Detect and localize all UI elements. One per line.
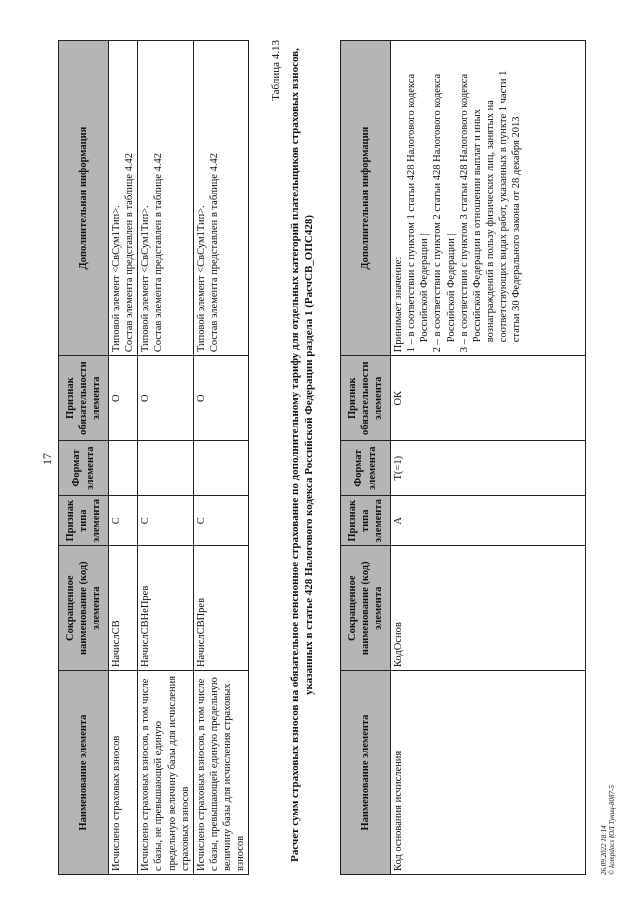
- cell-type: С: [193, 496, 249, 546]
- header-type: Признак типа элемента: [59, 496, 109, 546]
- list-item: 2 – в соответствии с пунктом 2 статьи 428 Налогового кодекса Российской Федерации |: [432, 73, 457, 353]
- table-row: [109, 41, 138, 875]
- cell-type: С: [138, 496, 194, 546]
- header-name: Наименование элемента: [341, 671, 391, 875]
- cell-type: С: [109, 496, 138, 546]
- cell-info: Типовой элемент <СвСум1Тип>. Состав элемента представлен в таблице 4.42: [138, 41, 194, 356]
- cell-required: ОК: [391, 356, 586, 441]
- header-info: Дополнительная информация: [59, 41, 109, 356]
- cell-format: T(=1): [391, 441, 586, 496]
- table-row: [138, 41, 194, 875]
- header-name: Наименование элемента: [59, 671, 109, 875]
- header-required: Признак обязательности элемента: [341, 356, 391, 441]
- cell-info: Типовой элемент <СвСум1Тип>. Состав элемента представлен в таблице 4.42: [193, 41, 249, 356]
- table-header-row: [59, 41, 109, 875]
- table-elements-2: [340, 40, 586, 875]
- footer-source: © kompdocs ЮЛ Туниц-8087-5: [608, 785, 617, 875]
- cell-short: НачислСВ: [109, 546, 138, 671]
- cell-required: О: [138, 356, 194, 441]
- cell-format: [193, 441, 249, 496]
- value-list: [405, 44, 523, 352]
- info-head: Принимает значение:: [393, 256, 404, 353]
- cell-name: Исчислено страховых взносов, в том числе с базы, не превышающей единую предельную величину базы для исчисления страховых взносов: [138, 671, 194, 875]
- cell-short: НачислСВНеПрев: [138, 546, 194, 671]
- table-label: Таблица 4.13: [270, 40, 282, 101]
- cell-short: НачислСВПрев: [193, 546, 249, 671]
- cell-info: [391, 41, 586, 356]
- table-row: [391, 41, 586, 875]
- table-row: [193, 41, 249, 875]
- table-title: Расчет сумм страховых взносов на обязательное пенсионное страхование по дополнительному тарифу для отдельных категорий плательщиков страховых взносов, указанных в статье 428 Налогового кодекса Российской Федерации раздела 1 (РасчСВ_ОПС428): [289, 48, 316, 862]
- header-format: Формат элемента: [59, 441, 109, 496]
- cell-name: Исчислено страховых взносов, в том числе с базы, превышающей единую предельную величину базы для исчисления страховых взносов: [193, 671, 249, 875]
- header-info: Дополнительная информация: [341, 41, 391, 356]
- cell-name: Код основания исчисления: [391, 671, 586, 875]
- cell-required: О: [193, 356, 249, 441]
- list-item: 3 – в соответствии с пунктом 3 статьи 428 Налогового кодекса Российской Федерации в отношении выплат и иных вознаграждений в пользу физических лиц, занятых на соответствующих видах работ, указанных в пункте 1 части 1 статьи 30 Федерального закона от 28 декабря 2013: [458, 70, 523, 353]
- footer-stamp: [600, 785, 617, 875]
- cell-format: [109, 441, 138, 496]
- header-format: Формат элемента: [341, 441, 391, 496]
- table-header-row: [341, 41, 391, 875]
- header-short: Сокращенное наименование (код) элемента: [341, 546, 391, 671]
- cell-info: Типовой элемент <СвСум1Тип>. Состав элемента представлен в таблице 4.42: [109, 41, 138, 356]
- header-required: Признак обязательности элемента: [59, 356, 109, 441]
- page-number: 17: [40, 453, 54, 465]
- header-type: Признак типа элемента: [341, 496, 391, 546]
- footer-date: 26.09.2022 18:14: [600, 825, 608, 875]
- cell-type: А: [391, 496, 586, 546]
- cell-name: Исчислено страховых взносов: [109, 671, 138, 875]
- list-item: 1 – в соответствии с пунктом 1 статьи 428 Налогового кодекса Российской Федерации |: [406, 73, 431, 353]
- cell-required: О: [109, 356, 138, 441]
- cell-format: [138, 441, 194, 496]
- header-short: Сокращенное наименование (код) элемента: [59, 546, 109, 671]
- table-elements-1: [58, 40, 249, 875]
- cell-short: КодОснов: [391, 546, 586, 671]
